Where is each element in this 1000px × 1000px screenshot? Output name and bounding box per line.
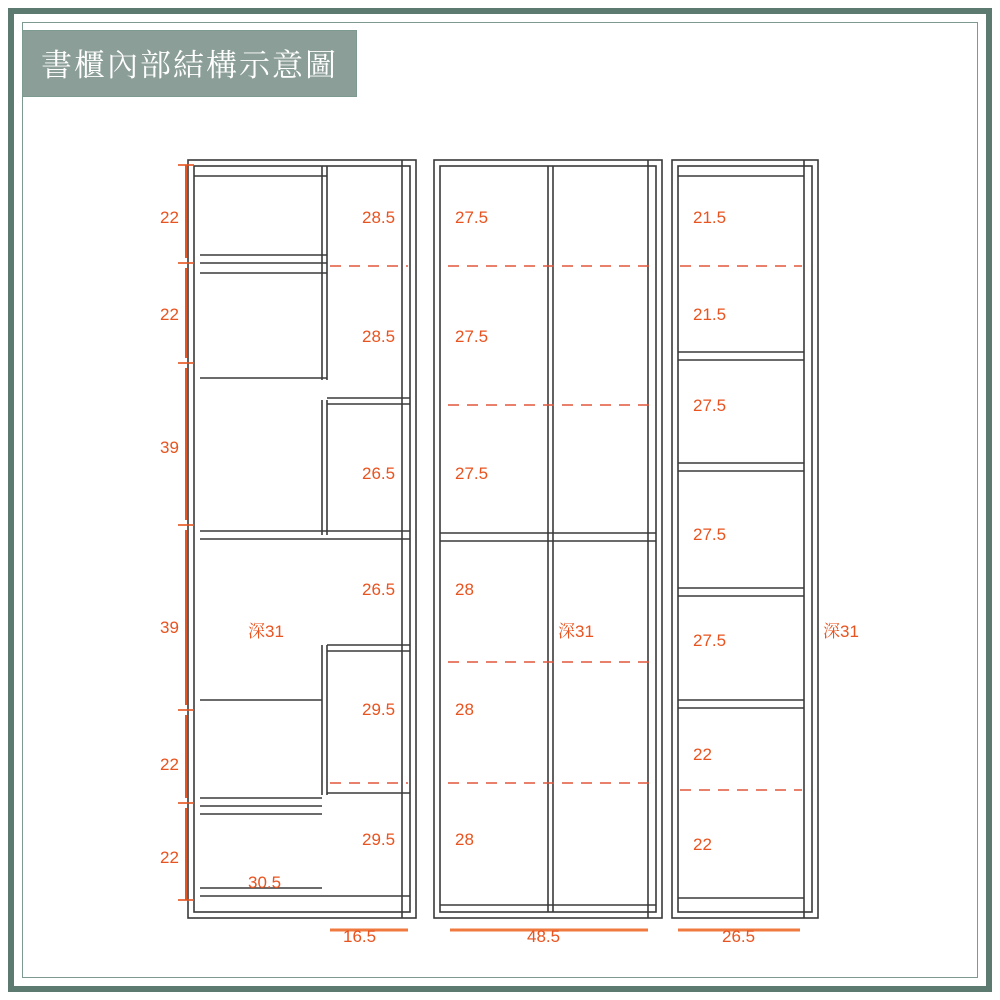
dimension-label: 21.5 [693,305,727,324]
dimension-label: 28 [455,700,474,719]
dimension-label: 28 [455,830,474,849]
dimension-label: 27.5 [455,208,489,227]
dimension-label: 21.5 [693,208,727,227]
dimension-label: 26.5 [362,464,396,483]
dimension-label: 29.5 [362,830,396,849]
dimension-label: 22 [160,848,179,867]
depth-label: 深31 [248,622,284,641]
dimension-label: 29.5 [362,700,396,719]
dimension-label: 26.5 [362,580,396,599]
dimension-label: 22 [160,305,179,324]
page-title-text: 書櫃內部結構示意圖 [41,48,338,84]
dimension-label: 30.5 [248,873,282,892]
width-label: 16.5 [343,927,377,946]
dimension-label: 28.5 [362,208,396,227]
width-label: 48.5 [527,927,561,946]
dimension-label: 22 [160,755,179,774]
dimension-label: 27.5 [455,327,489,346]
dimension-label: 22 [693,835,712,854]
dimension-label: 39 [160,438,179,457]
dimension-label: 28.5 [362,327,396,346]
dimension-label: 27.5 [693,631,727,650]
depth-label: 深31 [558,622,594,641]
dimension-label: 39 [160,618,179,637]
width-label: 26.5 [722,927,756,946]
dimension-label: 27.5 [693,525,727,544]
dimension-label: 22 [693,745,712,764]
dimension-label: 27.5 [455,464,489,483]
depth-label: 深31 [823,622,859,641]
dimension-label: 22 [160,208,179,227]
dimension-label: 27.5 [693,396,727,415]
dimension-label: 28 [455,580,474,599]
